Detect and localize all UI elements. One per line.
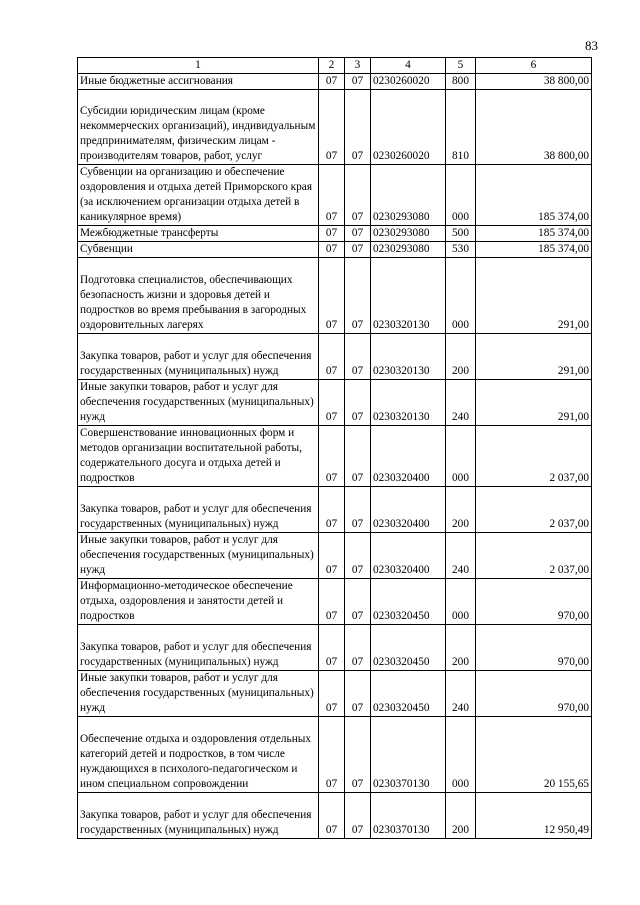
budget-table xyxy=(77,57,592,839)
row-expense-type: 200 xyxy=(446,793,476,839)
table-row xyxy=(78,717,592,793)
row-amount: 12 950,49 xyxy=(476,793,592,839)
row-subsection: 07 xyxy=(345,74,371,90)
header-cell-6: 6 xyxy=(476,58,592,74)
row-section: 07 xyxy=(319,380,345,426)
row-amount: 291,00 xyxy=(476,380,592,426)
row-expense-type: 800 xyxy=(446,74,476,90)
row-amount: 2 037,00 xyxy=(476,426,592,487)
row-expense-type: 500 xyxy=(446,226,476,242)
row-target-code: 0230320130 xyxy=(371,258,446,334)
row-amount: 38 800,00 xyxy=(476,90,592,165)
row-target-code: 0230293080 xyxy=(371,226,446,242)
header-cell-5: 5 xyxy=(446,58,476,74)
row-subsection: 07 xyxy=(345,226,371,242)
row-section: 07 xyxy=(319,533,345,579)
page-number: 83 xyxy=(585,38,598,53)
row-amount: 2 037,00 xyxy=(476,487,592,533)
row-section: 07 xyxy=(319,487,345,533)
row-name: Совершенствование инновационных форм и методов организации воспитательной работы, содержательного досуга и отдыха детей и подростков xyxy=(78,426,319,487)
table-row xyxy=(78,533,592,579)
table-row xyxy=(78,334,592,380)
row-name: Иные бюджетные ассигнования xyxy=(78,74,319,90)
table-row xyxy=(78,242,592,258)
row-target-code: 0230320130 xyxy=(371,380,446,426)
row-expense-type: 240 xyxy=(446,671,476,717)
row-expense-type: 200 xyxy=(446,625,476,671)
row-target-code: 0230320450 xyxy=(371,579,446,625)
row-target-code: 0230370130 xyxy=(371,717,446,793)
header-cell-4: 4 xyxy=(371,58,446,74)
row-target-code: 0230293080 xyxy=(371,165,446,226)
row-amount: 291,00 xyxy=(476,334,592,380)
row-expense-type: 000 xyxy=(446,579,476,625)
row-subsection: 07 xyxy=(345,426,371,487)
row-amount: 38 800,00 xyxy=(476,74,592,90)
row-name: Иные закупки товаров, работ и услуг для обеспечения государственных (муниципальных) нужд xyxy=(78,380,319,426)
row-subsection: 07 xyxy=(345,533,371,579)
row-subsection: 07 xyxy=(345,90,371,165)
row-target-code: 0230370130 xyxy=(371,793,446,839)
row-amount: 970,00 xyxy=(476,579,592,625)
table-row xyxy=(78,90,592,165)
row-section: 07 xyxy=(319,579,345,625)
row-section: 07 xyxy=(319,74,345,90)
row-section: 07 xyxy=(319,90,345,165)
row-name: Субвенции на организацию и обеспечение оздоровления и отдыха детей Приморского края (за исключением организации отдыха детей в каникулярное время) xyxy=(78,165,319,226)
table-row xyxy=(78,258,592,334)
row-subsection: 07 xyxy=(345,258,371,334)
row-expense-type: 200 xyxy=(446,334,476,380)
row-expense-type: 000 xyxy=(446,426,476,487)
table-row xyxy=(78,380,592,426)
row-name: Обеспечение отдыха и оздоровления отдельных категорий детей и подростков, в том числе нуждающихся в психолого-педагогическом и ином специальном сопровождении xyxy=(78,717,319,793)
row-subsection: 07 xyxy=(345,487,371,533)
row-name: Закупка товаров, работ и услуг для обеспечения государственных (муниципальных) нужд xyxy=(78,487,319,533)
header-cell-3: 3 xyxy=(345,58,371,74)
row-target-code: 0230320400 xyxy=(371,533,446,579)
row-amount: 185 374,00 xyxy=(476,226,592,242)
row-amount: 970,00 xyxy=(476,671,592,717)
row-name: Закупка товаров, работ и услуг для обеспечения государственных (муниципальных) нужд xyxy=(78,793,319,839)
row-target-code: 0230260020 xyxy=(371,74,446,90)
row-subsection: 07 xyxy=(345,717,371,793)
row-target-code: 0230320450 xyxy=(371,625,446,671)
row-section: 07 xyxy=(319,671,345,717)
row-name: Закупка товаров, работ и услуг для обеспечения государственных (муниципальных) нужд xyxy=(78,625,319,671)
row-expense-type: 240 xyxy=(446,380,476,426)
row-target-code: 0230320130 xyxy=(371,334,446,380)
row-section: 07 xyxy=(319,717,345,793)
header-cell-1: 1 xyxy=(78,58,319,74)
row-name: Информационно-методическое обеспечение отдыха, оздоровления и занятости детей и подростков xyxy=(78,579,319,625)
row-section: 07 xyxy=(319,226,345,242)
row-name: Межбюджетные трансферты xyxy=(78,226,319,242)
row-section: 07 xyxy=(319,793,345,839)
row-expense-type: 530 xyxy=(446,242,476,258)
row-amount: 291,00 xyxy=(476,258,592,334)
row-target-code: 0230320400 xyxy=(371,426,446,487)
row-name: Иные закупки товаров, работ и услуг для обеспечения государственных (муниципальных) нужд xyxy=(78,533,319,579)
header-cell-2: 2 xyxy=(319,58,345,74)
row-expense-type: 000 xyxy=(446,258,476,334)
row-target-code: 0230320400 xyxy=(371,487,446,533)
row-section: 07 xyxy=(319,334,345,380)
row-target-code: 0230320450 xyxy=(371,671,446,717)
row-name: Закупка товаров, работ и услуг для обеспечения государственных (муниципальных) нужд xyxy=(78,334,319,380)
row-expense-type: 000 xyxy=(446,165,476,226)
row-subsection: 07 xyxy=(345,793,371,839)
row-expense-type: 240 xyxy=(446,533,476,579)
row-name: Иные закупки товаров, работ и услуг для обеспечения государственных (муниципальных) нужд xyxy=(78,671,319,717)
row-subsection: 07 xyxy=(345,242,371,258)
row-expense-type: 810 xyxy=(446,90,476,165)
row-section: 07 xyxy=(319,426,345,487)
row-amount: 20 155,65 xyxy=(476,717,592,793)
row-subsection: 07 xyxy=(345,380,371,426)
row-target-code: 0230260020 xyxy=(371,90,446,165)
row-name: Подготовка специалистов, обеспечивающих безопасность жизни и здоровья детей и подростков во время пребывания в загородных оздоровительных лагерях xyxy=(78,258,319,334)
table-row xyxy=(78,487,592,533)
table-header-row xyxy=(78,58,592,74)
row-target-code: 0230293080 xyxy=(371,242,446,258)
row-subsection: 07 xyxy=(345,671,371,717)
row-subsection: 07 xyxy=(345,579,371,625)
table-row xyxy=(78,226,592,242)
row-name: Субвенции xyxy=(78,242,319,258)
table-row xyxy=(78,426,592,487)
row-amount: 2 037,00 xyxy=(476,533,592,579)
row-section: 07 xyxy=(319,165,345,226)
budget-table-body xyxy=(78,58,592,839)
table-row xyxy=(78,74,592,90)
row-subsection: 07 xyxy=(345,625,371,671)
row-amount: 970,00 xyxy=(476,625,592,671)
row-section: 07 xyxy=(319,625,345,671)
row-expense-type: 200 xyxy=(446,487,476,533)
row-amount: 185 374,00 xyxy=(476,242,592,258)
row-section: 07 xyxy=(319,258,345,334)
table-row xyxy=(78,165,592,226)
row-section: 07 xyxy=(319,242,345,258)
table-row xyxy=(78,793,592,839)
table-row xyxy=(78,671,592,717)
table-row xyxy=(78,625,592,671)
row-subsection: 07 xyxy=(345,334,371,380)
row-expense-type: 000 xyxy=(446,717,476,793)
row-subsection: 07 xyxy=(345,165,371,226)
row-amount: 185 374,00 xyxy=(476,165,592,226)
table-row xyxy=(78,579,592,625)
row-name: Субсидии юридическим лицам (кроме некоммерческих организаций), индивидуальным предпринимателям, физическим лицам - производителям товаров, работ, услуг xyxy=(78,90,319,165)
